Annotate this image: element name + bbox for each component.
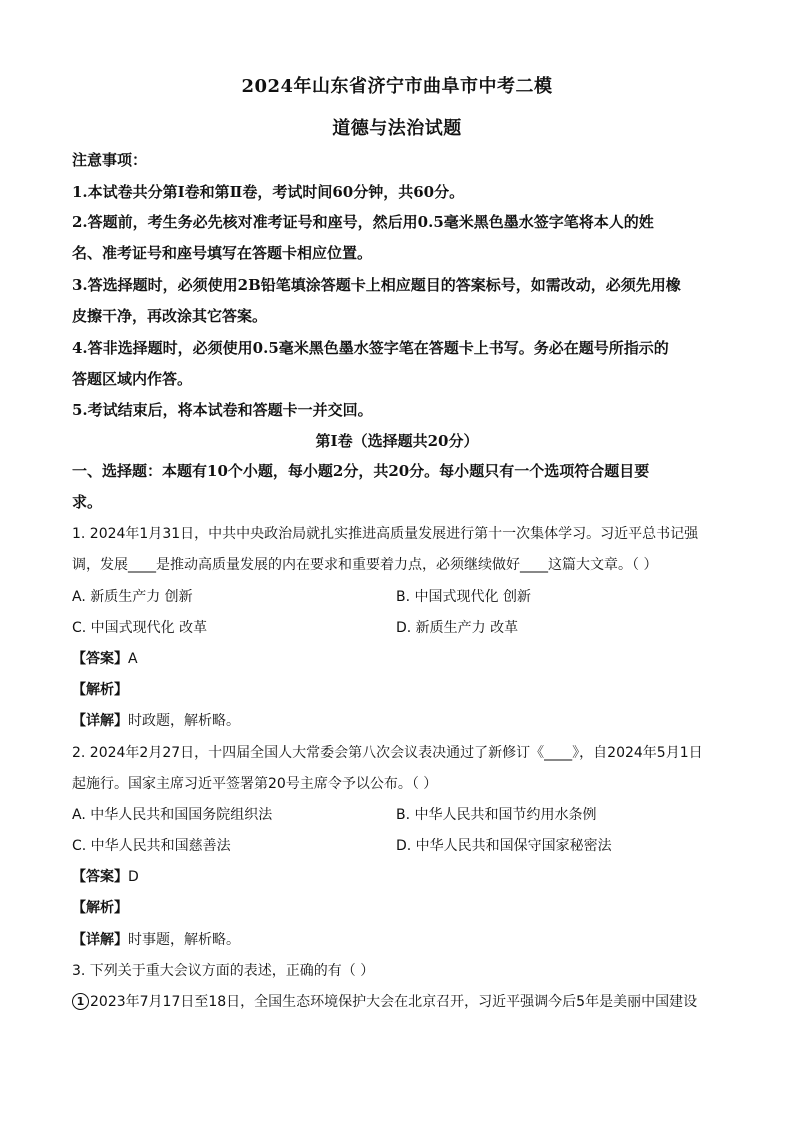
q2-stem-line-1: 2. 2024年2月27日，十四届全国人大常委会第八次会议表决通过了新修订《____》，自2024年5月1日: [72, 745, 703, 761]
q2-stem-line-2: 起施行。国家主席习近平签署第20号主席令予以公布。（ ）: [72, 776, 438, 792]
note-2-line-1: 2.答题前，考生务必先核对准考证号和座号，然后用0.5毫米黑色墨水签字笔将本人的姓: [72, 213, 654, 231]
q2-option-c: C. 中华人民共和国慈善法: [72, 838, 231, 854]
note-3-line-2: 皮擦干净，再改涂其它答案。: [72, 307, 268, 325]
part-title: 第Ⅰ卷（选择题共20分）: [315, 432, 479, 450]
detail-tag: 【详解】: [72, 932, 128, 948]
item-number-badge: 1: [72, 993, 89, 1010]
section-heading-line-1: 一、选择题：本题有10个小题，每小题2分，共20分。每小题只有一个选项符合题目要: [72, 462, 650, 480]
q1-answer: [72, 649, 138, 669]
answer-value: A: [128, 651, 138, 667]
q2-option-b: B. 中华人民共和国节约用水条例: [396, 807, 597, 823]
section-heading-line-2: 求。: [72, 493, 103, 511]
document-subtitle: 道德与法治试题: [332, 118, 462, 139]
q2-option-d: D. 中华人民共和国保守国家秘密法: [396, 838, 612, 854]
detail-text: 时事题，解析略。: [128, 932, 240, 948]
q3-item-1: [72, 992, 697, 1012]
note-1: 1.本试卷共分第Ⅰ卷和第Ⅱ卷，考试时间60分钟，共60分。: [72, 183, 465, 201]
document-title: 2024年山东省济宁市曲阜市中考二模: [241, 76, 553, 97]
q2-option-a: A. 中华人民共和国国务院组织法: [72, 807, 273, 823]
answer-value: D: [128, 869, 139, 885]
q1-detail: [72, 711, 240, 731]
notes-heading: 注意事项：: [72, 151, 148, 169]
detail-text: 时政题，解析略。: [128, 713, 240, 729]
note-3-line-1: 3.答选择题时，必须使用2B铅笔填涂答题卡上相应题目的答案标号，如需改动，必须先用橡: [72, 276, 681, 294]
note-4-line-2: 答题区域内作答。: [72, 370, 193, 388]
note-2-line-2: 名、准考证号和座号填写在答题卡相应位置。: [72, 244, 373, 262]
answer-tag: 【答案】: [72, 869, 128, 885]
note-4-line-1: 4.答非选择题时，必须使用0.5毫米黑色墨水签字笔在答题卡上书写。务必在题号所指示的: [72, 339, 669, 357]
q1-option-c: C. 中国式现代化 改革: [72, 620, 208, 636]
answer-tag: 【答案】: [72, 651, 128, 667]
note-5: 5.考试结束后，将本试卷和答题卡一并交回。: [72, 401, 373, 419]
q1-analysis-tag: 【解析】: [72, 682, 128, 698]
detail-tag: 【详解】: [72, 713, 128, 729]
q1-stem-line-2: 调，发展____是推动高质量发展的内在要求和重要着力点，必须继续做好____这篇大文章。（ ）: [72, 557, 658, 573]
q2-analysis-tag: 【解析】: [72, 900, 128, 916]
q3-stem: 3. 下列关于重大会议方面的表述，正确的有（ ）: [72, 963, 375, 979]
q1-option-a: A. 新质生产力 创新: [72, 589, 193, 605]
q2-answer: [72, 867, 139, 887]
q1-option-b: B. 中国式现代化 创新: [396, 589, 531, 605]
q1-option-d: D. 新质生产力 改革: [396, 620, 519, 636]
q2-detail: [72, 930, 240, 950]
item-text: 2023年7月17日至18日，全国生态环境保护大会在北京召开，习近平强调今后5年是美丽中国建设: [90, 994, 698, 1010]
q1-stem-line-1: 1. 2024年1月31日，中共中央政治局就扎实推进高质量发展进行第十一次集体学习。习近平总书记强: [72, 526, 699, 542]
